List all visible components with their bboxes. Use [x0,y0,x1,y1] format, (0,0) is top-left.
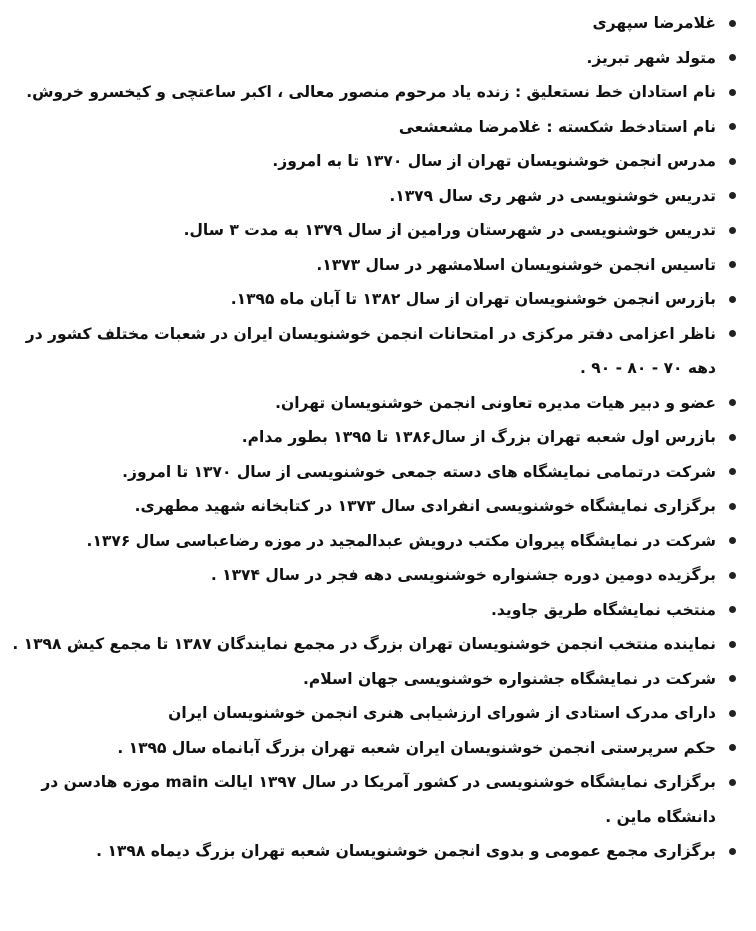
list-item [12,834,738,869]
list-item [12,248,738,283]
list-item-text: بازرس اول شعبه تهران بزرگ از سال۱۳۸۶ تا ۱۳۹۵ بطور مدام. [241,428,716,446]
list-item [12,317,738,386]
bullet-icon [729,744,736,751]
list-item [12,696,738,731]
list-item [12,6,738,41]
bullet-icon [729,54,736,61]
list-item-text: منتخب نمایشگاه طریق جاوید. [491,600,716,619]
list-item [12,662,738,697]
bullet-icon [729,537,736,544]
bullet-icon [729,399,736,406]
list-item [12,41,738,76]
list-item [12,558,738,593]
list-item-text: برگزاری نمایشگاه خوشنویسی انفرادی سال ۱۳۷۳ در کتابخانه شهید مطهری. [134,497,716,515]
bullet-icon [729,158,736,165]
list-item-text: حکم سرپرستی انجمن خوشنویسان ایران شعبه تهران بزرگ آبانماه سال ۱۳۹۵ . [117,738,716,757]
list-item [12,627,738,662]
bullet-icon [729,330,736,337]
list-item-text: دارای مدرک استادی از شورای ارزشیابی هنری انجمن خوشنویسان ایران [168,704,716,722]
list-item-text: غلامرضا سپهری [592,14,716,32]
list-item-text: متولد شهر تبریز. [586,48,716,67]
bullet-icon [729,675,736,682]
list-item [12,386,738,421]
list-item-text: مدرس انجمن خوشنویسان تهران از سال ۱۳۷۰ تا به امروز. [272,152,716,170]
list-item [12,213,738,248]
list-item-text: نام استادخط شکسته : غلامرضا مشعشعی [398,117,716,136]
list-item-text: ناظر اعزامی دفتر مرکزی در امتحانات انجمن خوشنویسان ایران در شعبات مختلف کشور در دهه ۷۰ - ۸۰ - ۹۰ . [25,324,716,377]
list-item [12,282,738,317]
bullet-icon [729,20,736,27]
list-item-text: شرکت درتمامی نمایشگاه های دسته جمعی خوشنویسی از سال ۱۳۷۰ تا امروز. [122,462,716,481]
bullet-icon [729,123,736,130]
list-item [12,144,738,179]
list-item [12,179,738,214]
bullet-icon [729,848,736,855]
list-item [12,489,738,524]
bullet-icon [729,468,736,475]
list-item [12,110,738,145]
list-item-text: برگزاری نمایشگاه خوشنویسی در کشور آمریکا در سال ۱۳۹۷ ایالت main موزه هادسن در دانشگاه ماین . [41,773,716,826]
bullet-icon [729,227,736,234]
bullet-icon [729,503,736,510]
bullet-icon [729,89,736,96]
list-item-text: تاسیس انجمن خوشنویسان اسلامشهر در سال ۱۳۷۳. [316,255,716,274]
bullet-icon [729,779,736,786]
list-item-text: تدریس خوشنویسی در شهر ری سال ۱۳۷۹. [389,186,716,205]
biography-list [12,6,738,869]
bullet-icon [729,606,736,613]
bullet-icon [729,192,736,199]
list-item [12,75,738,110]
bullet-icon [729,434,736,441]
list-item-text: نام استادان خط نستعلیق : زنده یاد مرحوم منصور معالی ، اکبر ساعتچی و کیخسرو خروش. [26,83,716,101]
list-item-text: عضو و دبیر هیات مدیره تعاونی انجمن خوشنویسان تهران. [275,393,716,412]
list-item [12,765,738,834]
list-item-text: شرکت در نمایشگاه جشنواره خوشنویسی جهان اسلام. [302,669,716,688]
list-item [12,731,738,766]
list-item-text: برگزیده دومین دوره جشنواره خوشنویسی دهه فجر در سال ۱۳۷۴ . [210,566,716,584]
list-item-text: شرکت در نمایشگاه پیروان مکتب درویش عبدالمجید در موزه رضاعباسی سال ۱۳۷۶. [86,531,716,550]
list-item-text: تدریس خوشنویسی در شهرستان ورامین از سال ۱۳۷۹ به مدت ۳ سال. [183,221,716,239]
list-item-text: بازرس انجمن خوشنویسان تهران از سال ۱۳۸۲ تا آبان ماه ۱۳۹۵. [230,290,716,308]
bullet-icon [729,641,736,648]
bullet-icon [729,572,736,579]
list-item-text: نماینده منتخب انجمن خوشنویسان تهران بزرگ در مجمع نمایندگان ۱۳۸۷ تا مجمع کیش ۱۳۹۸ . [12,635,716,653]
list-item [12,455,738,490]
bullet-icon [729,710,736,717]
list-item [12,593,738,628]
list-item [12,524,738,559]
list-item [12,420,738,455]
bullet-icon [729,261,736,268]
bullet-icon [729,296,736,303]
list-item-text: برگزاری مجمع عمومی و بدوی انجمن خوشنویسان شعبه تهران بزرگ دیماه ۱۳۹۸ . [96,842,716,860]
